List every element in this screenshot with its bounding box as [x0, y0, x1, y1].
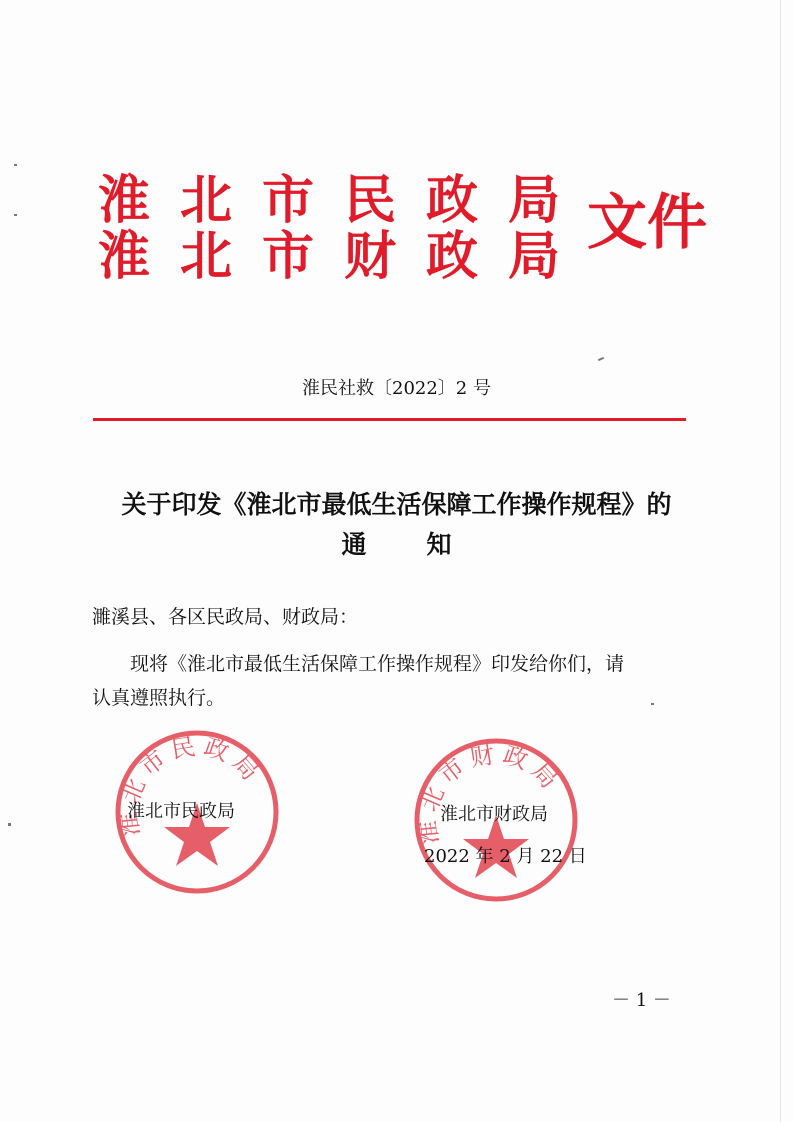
document-suffix: 文件: [587, 188, 707, 258]
page-number: － 1 －: [612, 990, 671, 1011]
body-line-1: 现将《淮北市最低生活保障工作操作规程》印发给你们，请: [130, 653, 625, 675]
scan-speck: [8, 823, 11, 826]
scan-speck: [14, 164, 17, 166]
signature-civil-affairs: 淮北市民政局: [127, 801, 235, 822]
document-number: 淮民社救〔2022〕2 号: [302, 378, 491, 399]
title-line-2: 通知: [341, 530, 512, 559]
issuer-line-1: 淮北市民政局: [98, 170, 591, 231]
red-divider: [93, 418, 686, 421]
recipient-line: 濉溪县、各区民政局、财政局：: [92, 606, 359, 628]
body-line-2: 认真遵照执行。: [92, 687, 226, 709]
scan-speck: [598, 357, 604, 361]
scan-speck: [651, 703, 654, 705]
issue-date: 2022 年 2 月 22 日: [424, 846, 587, 867]
page-edge-line: [780, 0, 781, 1122]
title-line-1: 关于印发《淮北市最低生活保障工作操作规程》的: [121, 490, 672, 519]
seal-right-text: 淮北市财政局: [412, 739, 568, 846]
signature-finance: 淮北市财政局: [440, 804, 548, 825]
seal-left-text: 淮北市民政局: [113, 731, 269, 838]
scan-speck: [14, 214, 17, 216]
issuer-line-2: 淮北市财政局: [98, 226, 591, 287]
